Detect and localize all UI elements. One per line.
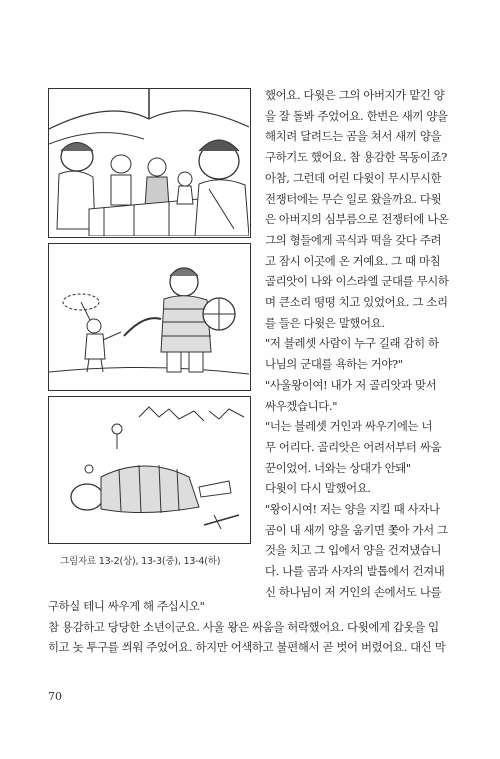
text-line: 며 큰소리 떵떵 치고 있었어요. 그 소리 — [265, 295, 448, 310]
fallen-giant-illustration-icon — [49, 397, 249, 542]
army-camp-illustration-icon — [49, 89, 249, 236]
illustration-camp — [48, 88, 251, 238]
full-width-text — [48, 596, 468, 658]
text-line: 꾼이었어. 너와는 상대가 안돼" — [265, 460, 411, 475]
text-line: 했어요. 다윗은 그의 아버지가 맡긴 양 — [265, 88, 445, 102]
text-line: 다. 나를 곰과 사자의 발톱에서 건져내 — [265, 564, 445, 579]
text-line: 나님의 군대를 욕하는 거야?" — [265, 357, 403, 372]
text-line: 구하기도 했어요. 참 용감한 목동이죠? — [265, 150, 447, 165]
text-line: 고 잠시 이곳에 온 거예요. 그 때 마침 — [265, 253, 441, 268]
text-line: 무 어리다. 골리앗은 어려서부터 싸움 — [265, 439, 442, 454]
page-number: 70 — [48, 690, 62, 703]
illustration-challenge — [48, 243, 251, 391]
text-line: 을 잘 돌봐 주었어요. 한번은 새끼 양을 — [265, 108, 448, 123]
text-line: "왕이시여! 저는 양을 지킬 때 사자나 — [265, 502, 440, 517]
text-line: 신 하나님이 저 거인의 손에서도 나를 — [265, 584, 442, 599]
text-line: 해치려 달려드는 곰을 쳐서 새끼 양을 — [265, 129, 442, 144]
text-line: 참 용감하고 당당한 소년이군요. 사울 왕은 싸움을 허락했어요. 다윗에게 갑옷을 입 — [48, 619, 439, 634]
text-line: 그의 형들에게 곡식과 떡을 갖다 주려 — [265, 232, 442, 247]
text-line: "저 블레셋 사람이 누구 길래 감히 하 — [265, 336, 439, 351]
text-line: 아참, 그런데 어린 다윗이 무시무시한 — [265, 170, 442, 185]
text-line: 것을 치고 그 입에서 양을 건져냈습니 — [265, 543, 442, 558]
text-line: 구하실 테니 싸우게 해 주십시오" — [48, 599, 205, 613]
text-line: 를 들은 다윗은 말했어요. — [265, 315, 385, 330]
text-line: 싸우겠습니다." — [265, 398, 338, 413]
text-line: 다윗이 다시 말했어요. — [265, 481, 371, 496]
text-line: "너는 블레셋 거인과 싸우기에는 너 — [265, 419, 433, 434]
text-line: 전쟁터에는 무슨 일로 왔을까요. 다윗 — [265, 191, 442, 206]
figure-caption: 그림자료 13-2(상), 13-3(중), 13-4(하) — [60, 556, 221, 567]
text-line: "사울왕이여! 내가 저 골리앗과 맞서 — [265, 377, 437, 392]
text-line: 은 아버지의 심부름으로 전쟁터에 나온 — [265, 212, 449, 227]
text-line: 골리앗이 나와 이스라엘 군대를 무시하 — [265, 274, 449, 289]
text-line: 히고 놋 투구를 씌워 주었어요. 하지만 어색하고 불편해서 곧 벗어 버렸어요. 대신 막 — [48, 640, 446, 655]
text-line: 곰이 내 새끼 양을 움키면 쫓아 가서 그 — [265, 522, 448, 537]
david-goliath-illustration-icon — [49, 244, 249, 389]
right-text-column — [265, 85, 465, 603]
illustration-fallen — [48, 396, 251, 544]
